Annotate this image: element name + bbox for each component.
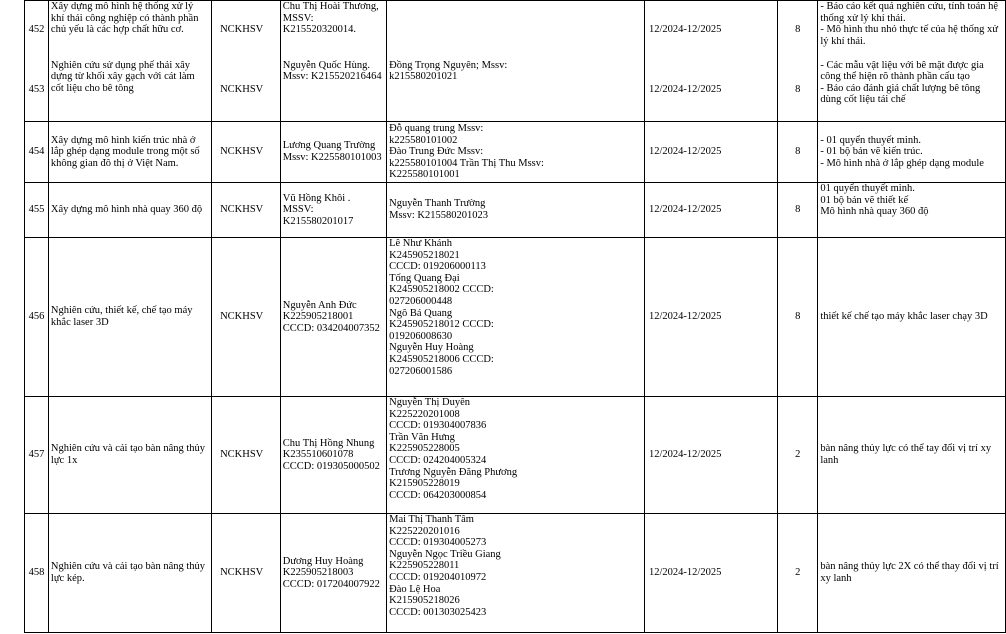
topic-cell: Xây dựng mô hình kiến trúc nhà ở lắp ghép dạng module trong một số không gian đô thị ở Việt Nam. <box>48 122 211 183</box>
members-cell: Đỗ quang trung Mssv: k225580101002 Đào Trung Đức Mssv: k225580101004 Trần Thị Thu Mssv: K225580101001 <box>387 122 645 183</box>
lead-cell: Dương Huy Hoàng K225905218003 CCCD: 017204007922 <box>280 514 386 633</box>
topic-cell: Xây dựng mô hình nhà quay 360 độ <box>48 183 211 238</box>
products-cell: bàn nâng thủy lực có thể tay đổi vị trí xy lanh <box>818 397 1006 514</box>
members-cell: Đồng Trọng Nguyên; Mssv: k215580201021 <box>387 60 645 122</box>
time-cell: 12/2024-12/2025 <box>645 122 778 183</box>
members-cell <box>387 1 645 60</box>
topic-cell: Nghiên cứu sử dụng phế thải xây dựng từ khối xây gạch với cát làm cốt liệu cho bê tông <box>48 60 211 122</box>
table-row <box>25 60 1006 122</box>
topic-cell: Nghiên cứu, thiết kế, chế tạo máy khắc laser 3D <box>48 238 211 397</box>
type-cell: NCKHSV <box>212 183 281 238</box>
table-row <box>25 122 1006 183</box>
table-row <box>25 1 1006 60</box>
time-cell: 12/2024-12/2025 <box>645 397 778 514</box>
research-topics-table <box>24 0 1006 633</box>
row-number: 456 <box>25 238 49 397</box>
type-cell: NCKHSV <box>212 397 281 514</box>
members-cell: Nguyễn Thanh Trường Mssv: K215580201023 <box>387 183 645 238</box>
hours-cell: 8 <box>778 122 818 183</box>
members-cell: Mai Thị Thanh Tâm K225220201016 CCCD: 019304005273 Nguyễn Ngọc Triều Giang K225905228011 CCCD: 019204010972 Đào Lệ Hoa K215905218026 CCCD: 001303025423 <box>387 514 645 633</box>
products-cell: - Các mẫu vật liệu với bê mặt được gia công thể hiện rõ thành phần cấu tạo - Báo cáo đánh giá chất lượng bê tông dùng cốt liệu tái chế <box>818 60 1006 122</box>
lead-cell: Nguyễn Quốc Hùng. Mssv: K215520216464 <box>280 60 386 122</box>
row-number: 458 <box>25 514 49 633</box>
hours-cell: 8 <box>778 238 818 397</box>
hours-cell: 8 <box>778 60 818 122</box>
lead-cell: Chu Thị Hoài Thương, MSSV: K215520320014. <box>280 1 386 60</box>
type-cell: NCKHSV <box>212 514 281 633</box>
hours-cell: 2 <box>778 514 818 633</box>
lead-cell: Chu Thị Hồng Nhung K235510601078 CCCD: 019305000502 <box>280 397 386 514</box>
time-cell: 12/2024-12/2025 <box>645 238 778 397</box>
hours-cell: 8 <box>778 183 818 238</box>
time-cell: 12/2024-12/2025 <box>645 60 778 122</box>
products-cell: - 01 quyển thuyết minh. - 01 bộ bản vẽ kiến trúc. - Mô hình nhà ở lắp ghép dạng module <box>818 122 1006 183</box>
time-cell: 12/2024-12/2025 <box>645 183 778 238</box>
row-number: 453 <box>25 60 49 122</box>
table-row <box>25 183 1006 238</box>
products-cell: 01 quyển thuyết minh. 01 bộ bản vẽ thiết kế Mô hình nhà quay 360 độ <box>818 183 1006 238</box>
topic-cell: Nghiên cứu và cải tạo bàn nâng thủy lực kép. <box>48 514 211 633</box>
products-cell: bàn nâng thủy lực 2X có thể thay đổi vị trí xy lanh <box>818 514 1006 633</box>
table-row <box>25 397 1006 514</box>
members-cell: Lê Như Khánh K245905218021 CCCD: 019206000113 Tống Quang Đại K245905218002 CCCD: 027206000448 Ngô Bá Quang K245905218012 CCCD: 019206008630 Nguyễn Huy Hoàng K245905218006 CCCD: 027206001586 <box>387 238 645 397</box>
type-cell: NCKHSV <box>212 122 281 183</box>
topic-cell: Xây dựng mô hình hệ thống xử lý khí thải công nghiệp có thành phần chủ yếu là các hợp chất hữu cơ. <box>48 1 211 60</box>
row-number: 455 <box>25 183 49 238</box>
type-cell: NCKHSV <box>212 60 281 122</box>
lead-cell: Lương Quang Trường Mssv: K225580101003 <box>280 122 386 183</box>
lead-cell: Vũ Hồng Khôi . MSSV: K215580201017 <box>280 183 386 238</box>
products-cell: thiết kế chế tạo máy khắc laser chạy 3D <box>818 238 1006 397</box>
row-number: 457 <box>25 397 49 514</box>
type-cell: NCKHSV <box>212 238 281 397</box>
table-row <box>25 514 1006 633</box>
row-number: 452 <box>25 1 49 60</box>
hours-cell: 2 <box>778 397 818 514</box>
row-number: 454 <box>25 122 49 183</box>
members-cell: Nguyễn Thị Duyên K225220201008 CCCD: 019304007836 Trần Văn Hưng K225905228005 CCCD: 024204005324 Trương Nguyễn Đăng Phương K215905228019 CCCD: 064203000854 <box>387 397 645 514</box>
lead-cell: Nguyễn Anh Đức K225905218001 CCCD: 034204007352 <box>280 238 386 397</box>
time-cell: 12/2024-12/2025 <box>645 514 778 633</box>
hours-cell: 8 <box>778 1 818 60</box>
table-row <box>25 238 1006 397</box>
products-cell: - Báo cáo kết quả nghiên cứu, tính toán hệ thống xử lý khí thải. - Mô hình thu nhỏ thực tế của hệ thống xử lý khí thải. <box>818 1 1006 60</box>
type-cell: NCKHSV <box>212 1 281 60</box>
time-cell: 12/2024-12/2025 <box>645 1 778 60</box>
topic-cell: Nghiên cứu và cải tạo bàn nâng thủy lực 1x <box>48 397 211 514</box>
